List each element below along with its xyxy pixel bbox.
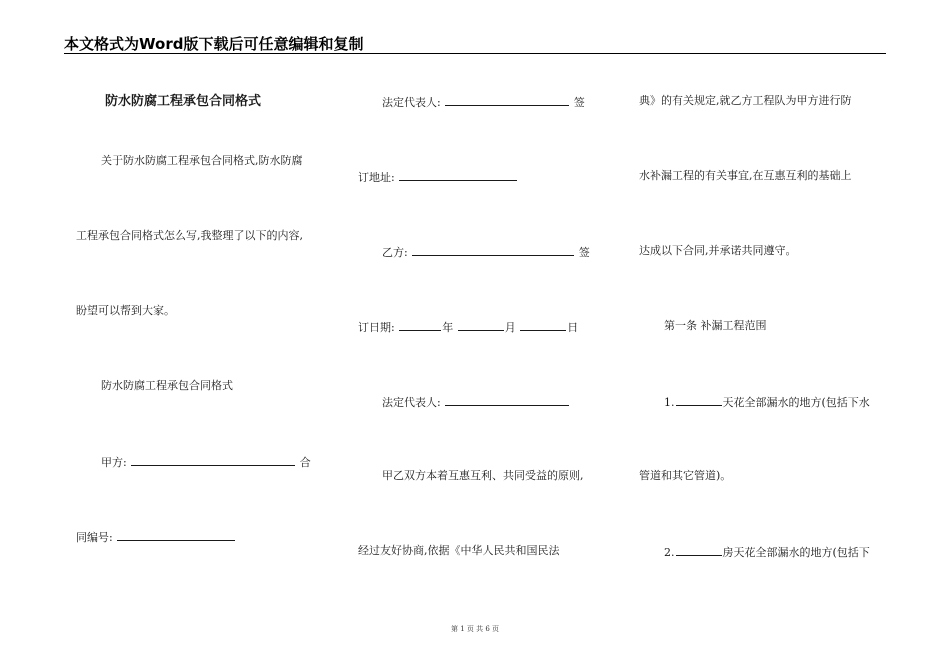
legal-rep-label: 法定代表人: <box>382 96 441 109</box>
party-a-blank <box>131 454 295 466</box>
sign-address-blank <box>399 169 517 181</box>
contract-no-line <box>76 529 236 545</box>
item-2-text: 房天花全部漏水的地方(包括下 <box>722 546 870 559</box>
sign-date-line <box>358 319 578 335</box>
party-a-label: 甲方: <box>101 456 127 469</box>
legal-rep-label-2: 法定代表人: <box>382 396 441 409</box>
header-divider <box>64 53 886 54</box>
month-label: 月 <box>504 321 516 334</box>
section-heading: 第一条 补漏工程范围 <box>664 319 767 332</box>
item-2 <box>664 544 870 560</box>
year-label: 年 <box>442 321 454 334</box>
subtitle: 防水防腐工程承包合同格式 <box>101 379 233 392</box>
contract-no-label: 同编号: <box>76 531 113 544</box>
year-blank <box>399 319 441 331</box>
para-line-2: 经过友好协商,依据《中华人民共和国民法 <box>358 544 560 557</box>
month-blank <box>458 319 504 331</box>
document-title: 防水防腐工程承包合同格式 <box>105 94 262 109</box>
party-a-trail: 合 <box>299 456 311 469</box>
intro-line-1: 关于防水防腐工程承包合同格式,防水防腐 <box>101 154 303 167</box>
document-header: 本文格式为Word版下载后可任意编辑和复制 <box>64 35 364 53</box>
intro-line-3: 盼望可以帮到大家。 <box>76 304 175 317</box>
intro-line-2: 工程承包合同格式怎么写,我整理了以下的内容, <box>76 229 303 242</box>
sign-trail: 签 <box>573 96 585 109</box>
item-2-number: 2. <box>664 546 675 559</box>
item-1-text: 天花全部漏水的地方(包括下水 <box>722 396 870 409</box>
item-1-blank <box>676 394 722 406</box>
page-number: 第 1 页 共 6 页 <box>450 625 500 633</box>
legal-rep-line-2 <box>382 394 570 410</box>
sign-date-label: 订日期: <box>358 321 395 334</box>
party-b-label: 乙方: <box>382 246 408 259</box>
party-b-blank <box>412 244 574 256</box>
col3-line-2: 水补漏工程的有关事宜,在互惠互利的基础上 <box>639 169 852 182</box>
sign-address-label: 订地址: <box>358 171 395 184</box>
legal-rep-line <box>382 94 585 110</box>
contract-no-blank <box>117 529 235 541</box>
col3-line-1: 典》的有关规定,就乙方工程队为甲方进行防 <box>639 94 852 107</box>
item-1-number: 1. <box>664 396 675 409</box>
col3-line-3: 达成以下合同,并承诺共同遵守。 <box>639 244 797 257</box>
party-a-line <box>101 454 311 470</box>
sign-address-line <box>358 169 518 185</box>
day-label: 日 <box>567 321 579 334</box>
legal-rep-blank-2 <box>445 394 569 406</box>
day-blank <box>520 319 566 331</box>
party-b-line <box>382 244 590 260</box>
sign-trail-2: 签 <box>578 246 590 259</box>
para-line-1: 甲乙双方本着互惠互利、共同受益的原则, <box>382 469 584 482</box>
item-1-continuation: 管道和其它管道)。 <box>639 469 732 482</box>
legal-rep-blank <box>445 94 569 106</box>
item-2-blank <box>676 544 722 556</box>
item-1 <box>664 394 870 410</box>
